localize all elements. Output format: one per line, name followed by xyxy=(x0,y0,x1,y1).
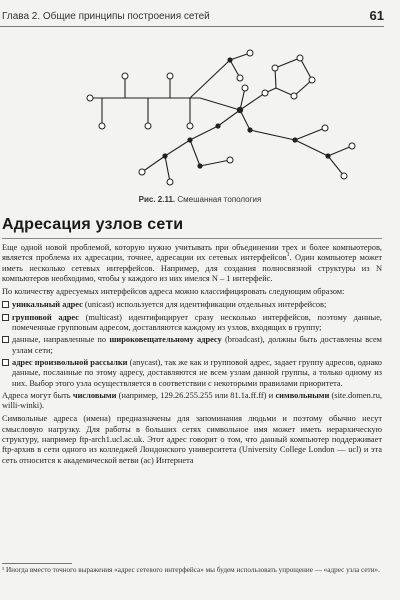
paragraph-intro xyxy=(2,243,382,284)
list-term: групповой адрес xyxy=(12,312,79,322)
term-symbolic: символьными xyxy=(275,390,330,400)
list-text: (anycast), так же как и групповой адрес, задает группу адресов, однако данные, посланные по этому адресу, доставляются не всем узлам данной группы, а только одному из них. Выбор этого узла осуществляется в соответствии с некоторыми правилами приоритета. xyxy=(12,357,382,388)
list-item xyxy=(2,313,382,334)
paragraph-classification: По количеству адресуемых интерфейсов адреса можно классифицировать следующим образом: xyxy=(2,287,345,297)
ring-loop xyxy=(275,58,312,96)
text: (site.domen.ru, willi-winki). xyxy=(2,390,382,411)
section-heading: Адресация узлов сети xyxy=(2,216,184,233)
page-number: 61 xyxy=(369,8,384,23)
checkbox-bullet-icon xyxy=(2,301,9,308)
footnote-ref: 1 xyxy=(286,252,290,259)
figure-caption-text: Смешанная топология xyxy=(177,195,262,204)
running-header xyxy=(0,8,384,27)
list-item xyxy=(2,358,382,389)
checkbox-bullet-icon xyxy=(2,359,9,366)
list-item xyxy=(2,335,382,356)
term-numeric: числовыми xyxy=(72,390,117,400)
list-item xyxy=(2,300,382,310)
footnote-divider xyxy=(2,563,72,564)
checkbox-bullet-icon xyxy=(2,314,9,321)
paragraph-symbolic: Символьные адреса (имена) предназначены для запоминания людьми и поэтому обычно несут смысловую нагрузку. Для работы в больших сетях символьное имя может иметь иерархическую структуру, например ftp-arch1.ucl.ac.uk. Этот адрес говорит о том, что данный компьютер поддерживает ftp-архив в сети одного из колледжей Лондонского университета (University College London — ucl) и эта сеть относится к академической ветви (ac) Интернета xyxy=(2,414,382,465)
text: (например, 129.26.255.255 или 81.1a.ff.ff) и xyxy=(116,390,276,400)
list-pre: данные, направленные по xyxy=(12,335,110,345)
section-divider xyxy=(2,238,382,239)
list-text: (broadcast), должны быть доставлены всем узлам сети; xyxy=(12,335,382,355)
list-term: широковещательному адресу xyxy=(109,335,222,345)
paragraph-intro-text: Еще одной новой проблемой, которую нужно учитывать при объединении трех и более компьютеров, является проблема их адресации, точнее, адресации их сетевых интерфейсов xyxy=(2,243,382,263)
paragraph-address-types xyxy=(2,391,382,412)
list-term: уникальный адрес xyxy=(12,300,83,310)
list-term: адрес произвольной рассылки xyxy=(12,357,128,367)
list-text: (unicast) используется для идентификации отдельных интерфейсов; xyxy=(82,300,327,310)
body-text xyxy=(2,243,382,469)
figure-number: Рис. 2.11. xyxy=(138,195,176,204)
footnote: ¹ Иногда вместо точного выражения «адрес сетевого интерфейса» мы будем использовать упрощение — «адрес узла сети». xyxy=(2,566,380,574)
checkbox-bullet-icon xyxy=(2,336,9,343)
chapter-title: Глава 2. Общие принципы построения сетей xyxy=(2,11,210,22)
text: Адреса могут быть xyxy=(2,390,73,400)
mixed-topology-diagram xyxy=(80,48,380,198)
list-text: (multicast) идентифицирует сразу несколько интерфейсов, поэтому данные, помеченные групповым адресом, доставляются каждому из узлов, входящих в группу; xyxy=(12,312,382,333)
figure-caption xyxy=(0,195,400,204)
paragraph-intro-tail: . Один компьютер может иметь несколько сетевых интерфейсов. Например, для создания полносвязной структуры из N компьютеров необходимо, чтобы у каждого из них имелся N – 1 интерфейс. xyxy=(2,253,383,283)
